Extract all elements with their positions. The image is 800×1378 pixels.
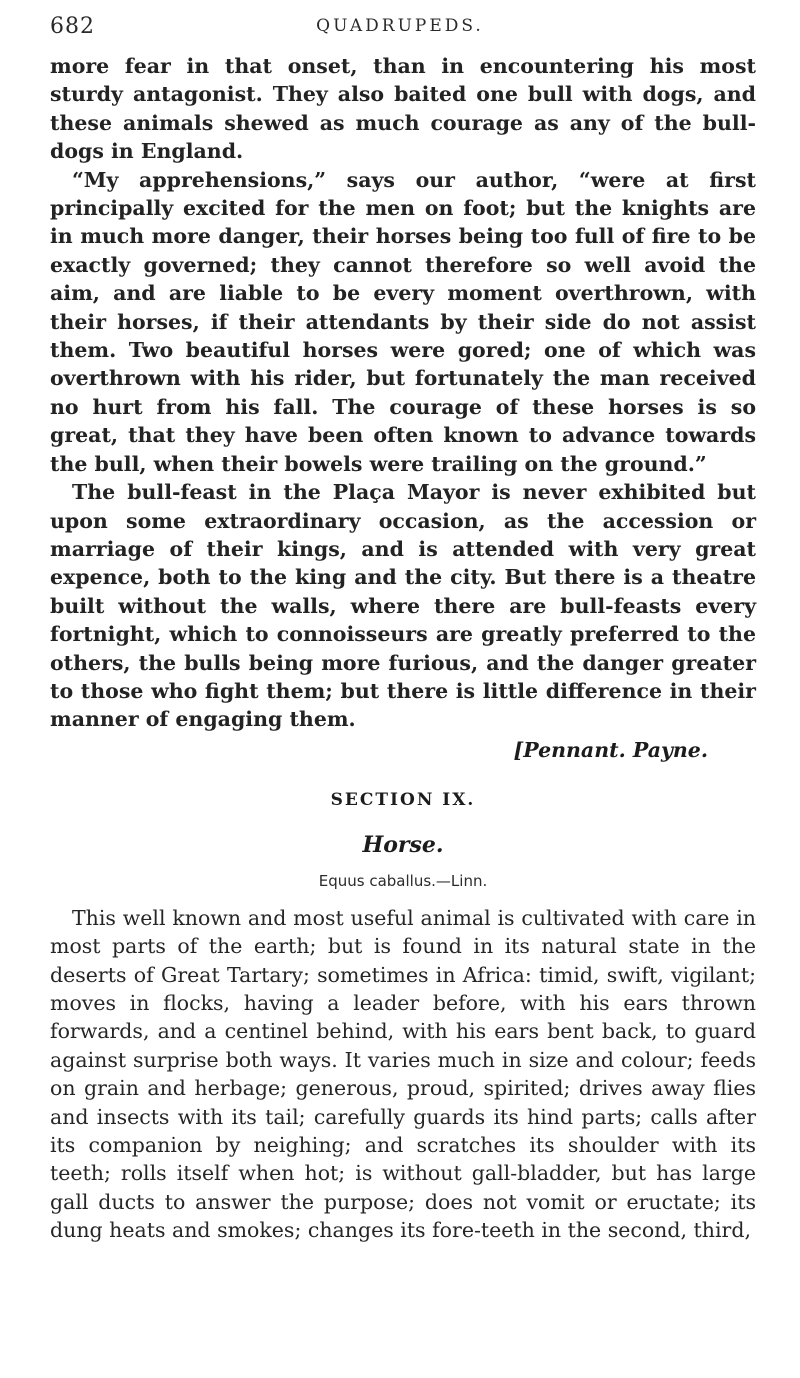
section-title: Horse. [362,831,444,858]
page-number: 682 [50,14,95,39]
paragraph-bull-feast: The bull-feast in the Plaça Mayor is never exhibited but upon some extraordinary occasion, as the accession or marriage of their kings, and is attended with very great expence, both to the king and the city. But there is a theatre built without the walls, where there are bull-feasts every fortnight, which to connoisseurs are greatly preferred to the others, the bulls being more furious, and the danger greater to those who fight them; but there is little difference in their manner of engaging them. [50,480,756,732]
paragraph-quotation: “My apprehensions,” says our author, “were at first principally excited for the men on foot; but the knights are in much more danger, their horses being too full of fire to be exactly governed; they cannot therefore so well avoid the aim, and are liable to be every moment overthrown, with their horses, if their attendants by their side do not assist them. Two beautiful horses were gored; one of which was overthrown with his rider, but fortunately the man received no hurt from his fall. The courage of these horses is so great, that they have been often known to advance towards the bull, when their bowels were trailing on the ground.” [50,167,756,476]
running-title: QUADRUPEDS. [316,16,484,36]
body-text [50,52,756,1245]
paragraph-horse-description: This well known and most useful animal is cultivated with care in most parts of the earth; but is found in its natural state in the deserts of Great Tartary; sometimes in Africa: timid, swift, vigilant; moves in flocks, having a leader before, with his ears thrown forwards, and a centinel behind, with his ears bent back, to guard against surprise both ways. It varies much in size and colour; feeds on grain and herbage; generous, proud, spirited; drives away flies and insects with its tail; carefully guards its hind parts; calls after its companion by neighing; and scratches its shoulder with its teeth; rolls itself when hot; is without gall-bladder, but has large gall ducts to answer the purpose; does not vomit or eructate; its dung heats and smokes; changes its fore-teeth in the second, third, [50,905,756,1243]
source-citation: [Pennant. Payne. [513,737,708,762]
paragraph-bull-baiting: more fear in that onset, than in encountering his most sturdy antagonist. They also baited one bull with dogs, and these animals shewed as much courage as any of the bull-dogs in England. [50,54,756,164]
running-head [50,14,750,44]
binomial-name: Equus caballus.—Linn. [318,871,488,890]
section-heading: SECTION IX. [330,789,476,810]
